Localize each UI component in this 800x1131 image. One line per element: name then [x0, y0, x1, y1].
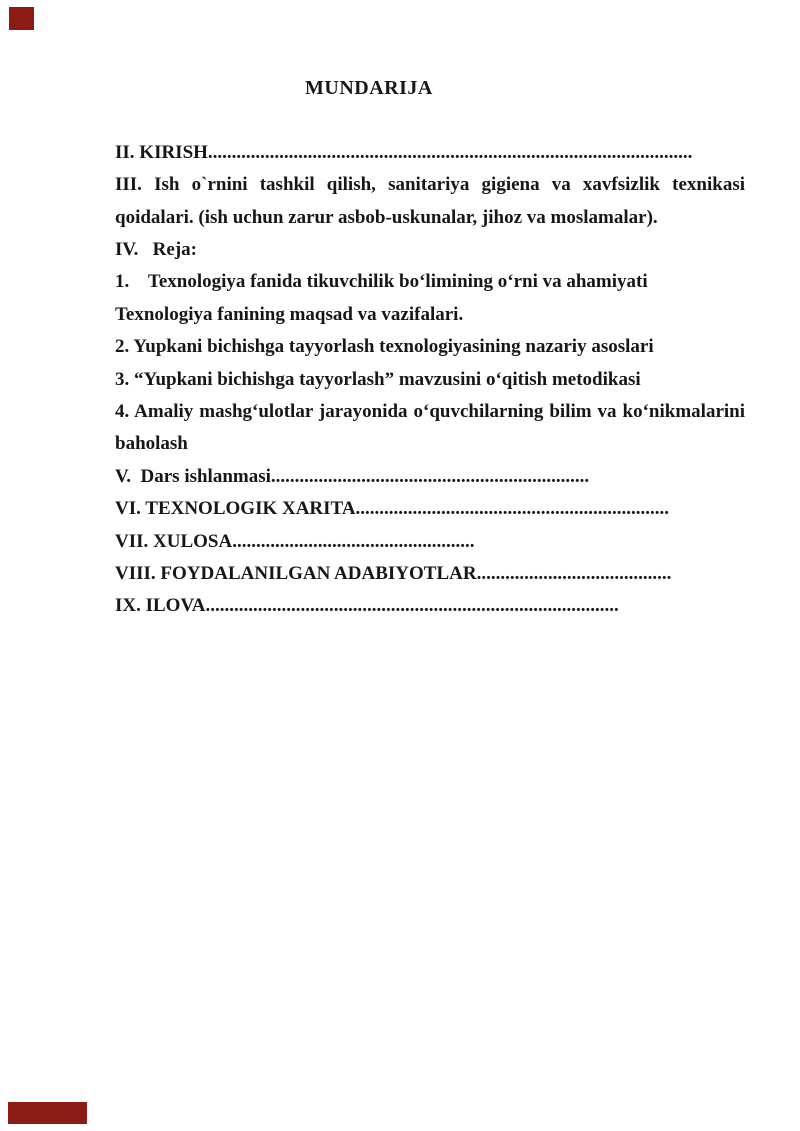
- toc-line: VIII. FOYDALANILGAN ADABIYOTLAR.........................................: [115, 563, 672, 585]
- scan-artifact-mark-top-left: [9, 7, 34, 30]
- scan-artifact-mark-bottom-left: [8, 1102, 87, 1124]
- toc-line: qoidalari. (ish uchun zarur asbob-uskunalar, jihoz va moslamalar).: [115, 206, 658, 228]
- toc-line: IV. Reja:: [115, 239, 197, 260]
- toc-line: baholash: [115, 433, 188, 455]
- toc-line: VII. XULOSA...................................................: [115, 530, 475, 552]
- toc-line: II. KIRISH......................................................................................................: [115, 141, 693, 163]
- toc-line: Texnologiya fanining maqsad va vazifalari.: [115, 303, 464, 325]
- toc-line: IX. ILOVA.......................................................................................: [115, 595, 619, 617]
- page-title: MUNDARIJA: [305, 77, 433, 99]
- toc-line: VI. TEXNOLOGIK XARITA..................................................................: [115, 498, 670, 520]
- toc-line: 3. “Yupkani bichishga tayyorlash” mavzusini o‘qitish metodikasi: [115, 368, 641, 390]
- toc-line: 4. Amaliy mashg‘ulotlar jarayonida o‘quvchilarning bilim va ko‘nikmalarini: [115, 401, 745, 423]
- toc-line: V. Dars ishlanmasi...................................................................: [115, 465, 590, 487]
- table-of-contents: [115, 72, 745, 623]
- toc-line: 2. Yupkani bichishga tayyorlash texnologiyasining nazariy asoslari: [115, 336, 654, 358]
- blank-line: [115, 104, 745, 136]
- toc-lines-container: [115, 137, 745, 623]
- toc-line: III. Ish o`rnini tashkil qilish, sanitariya gigiena va xavfsizlik texnikasi: [115, 174, 745, 196]
- toc-line: 1. Texnologiya fanida tikuvchilik bo‘limining o‘rni va ahamiyati: [115, 271, 648, 293]
